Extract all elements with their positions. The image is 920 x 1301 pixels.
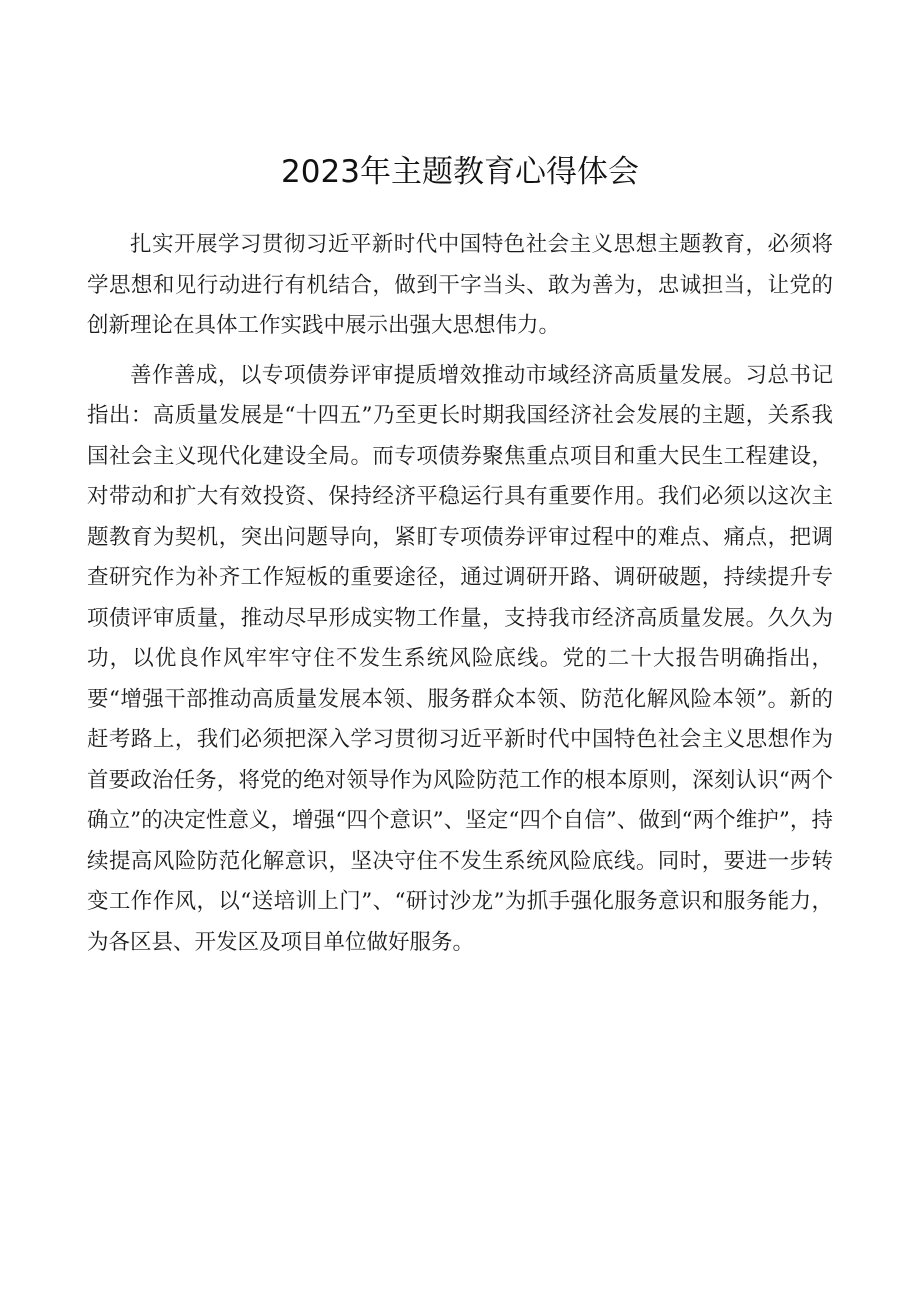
document-title: 2023年主题教育心得体会 [281, 154, 639, 190]
paragraph-main: 善作善成，以专项债券评审提质增效推动市域经济高质量发展。习总书记指出：高质量发展是“十四五”乃至更长时期我国经济社会发展的主题，关系我国社会主义现代化建设全局。而专项债券聚焦重点项目和重大民生工程建设，对带动和扩大有效投资、保持经济平稳运行具有重要作用。我们必须以这次主题教育为契机，突出问题导向，紧盯专项债券评审过程中的难点、痛点，把调查研究作为补齐工作短板的重要途径，通过调研开路、调研破题，持续提升专项债评审质量，推动尽早形成实物工作量，支持我市经济高质量发展。久久为功，以优良作风牢牢守住不发生系统风险底线。党的二十大报告明确指出，要“增强干部推动高质量发展本领、服务群众本领、防范化解风险本领”。新的赶考路上，我们必须把深入学习贯彻习近平新时代中国特色社会主义思想作为首要政治任务，将党的绝对领导作为风险防范工作的根本原则，深刻认识“两个确立”的决定性意义，增强“四个意识”、坚定“四个自信”、做到“两个维护”，持续提高风险防范化解意识，坚决守住不发生系统风险底线。同时，要进一步转变工作作风，以“送培训上门”、“研讨沙龙”为抓手强化服务意识和服务能力，为各区县、开发区及项目单位做好服务。 [87, 362, 833, 955]
paragraph-intro: 扎实开展学习贯彻习近平新时代中国特色社会主义思想主题教育，必须将学思想和见行动进行有机结合，做到干字当头、敢为善为，忠诚担当，让党的创新理论在具体工作实践中展示出强大思想伟力。 [87, 232, 833, 338]
document-body [87, 225, 833, 972]
